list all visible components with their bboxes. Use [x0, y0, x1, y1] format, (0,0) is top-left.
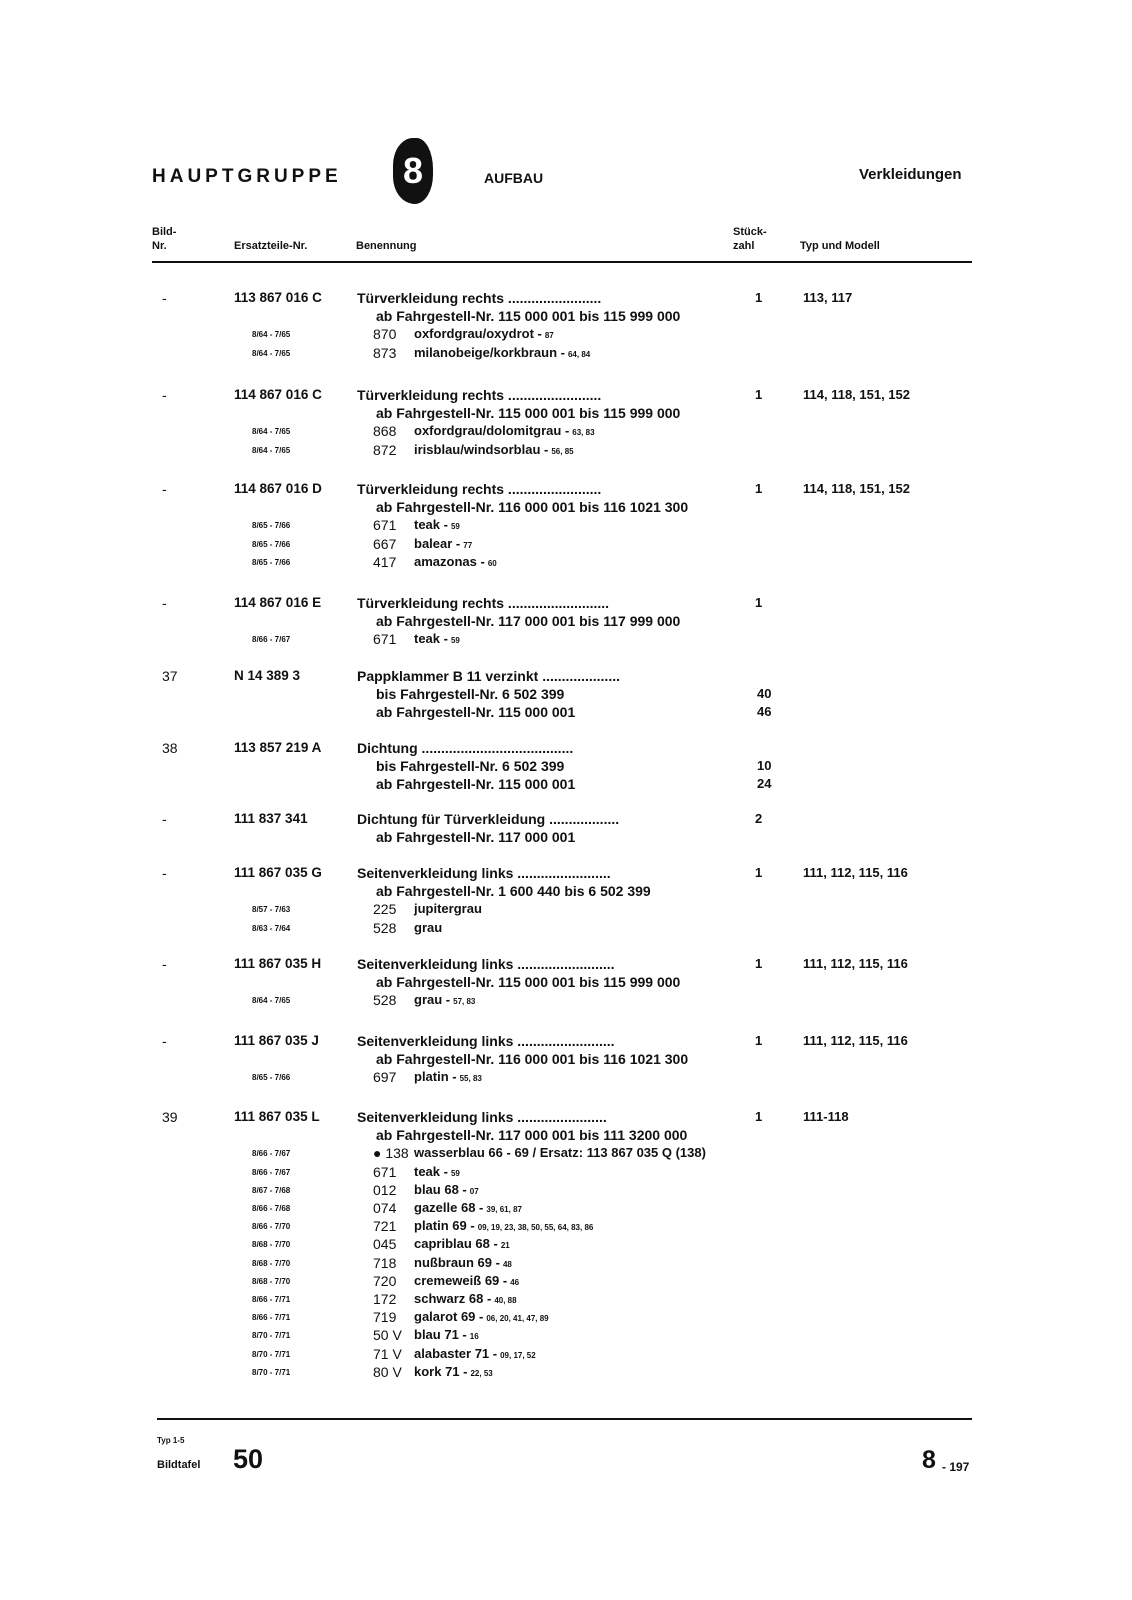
- line-color-code: 667: [373, 535, 397, 552]
- line-color-code: 872: [373, 441, 397, 458]
- line-date-range: 8/66 - 7/67: [252, 1167, 291, 1177]
- line-date-range: 8/67 - 7/68: [252, 1185, 291, 1195]
- line-text: grau -: [414, 992, 451, 1008]
- entry-detail-line: [0, 776, 1132, 794]
- line-description: [414, 631, 460, 646]
- line-color-code: 873: [373, 344, 397, 361]
- line-superscript: 39, 61, 87: [486, 1205, 522, 1214]
- entry-detail-line: [0, 554, 1132, 572]
- line-description: [376, 613, 683, 629]
- line-date-range: 8/70 - 7/71: [252, 1349, 291, 1359]
- line-quantity: 40: [757, 686, 772, 702]
- entry-quantity: 1: [755, 290, 763, 305]
- entry-bild-nr: 37: [162, 668, 178, 684]
- line-color-code: 80 V: [373, 1363, 402, 1380]
- line-text: milanobeige/korkbraun -: [414, 344, 565, 360]
- line-description: [414, 517, 460, 532]
- line-description: [414, 1145, 709, 1160]
- line-description: [376, 1127, 690, 1143]
- entry-detail-line: [0, 1273, 1132, 1291]
- line-superscript: 77: [463, 540, 473, 550]
- line-date-range: 8/64 - 7/65: [252, 445, 291, 455]
- line-description: [376, 686, 567, 702]
- line-quantity: 46: [757, 704, 772, 720]
- line-text: teak -: [414, 517, 448, 533]
- entry-part-number: 113 867 016 C: [234, 290, 322, 305]
- line-superscript: 64, 84: [567, 349, 591, 359]
- parts-entry: [0, 811, 1132, 827]
- line-date-range: 8/70 - 7/71: [252, 1331, 291, 1341]
- line-description: [414, 345, 590, 360]
- line-text: schwarz 68 -: [414, 1291, 492, 1306]
- entry-models: 113, 117: [803, 290, 853, 305]
- entry-models: 114, 118, 151, 152: [803, 481, 910, 496]
- footer-rule: [157, 1418, 972, 1420]
- line-superscript: 46: [510, 1277, 520, 1287]
- line-text: ab Fahrgestell-Nr. 117 000 001 bis 117 999 000: [376, 613, 681, 630]
- line-description: [414, 1236, 510, 1251]
- line-superscript: 21: [500, 1241, 510, 1251]
- line-color-code: 671: [373, 517, 397, 534]
- line-superscript: 59: [450, 522, 460, 532]
- parts-entry: [0, 481, 1132, 497]
- entry-bild-nr: -: [162, 595, 167, 611]
- col-part: Ersatzteile-Nr.: [234, 240, 308, 252]
- line-superscript: 59: [450, 636, 460, 646]
- parts-entry: [0, 595, 1132, 611]
- line-description: [414, 1182, 479, 1197]
- line-date-range: 8/66 - 7/68: [252, 1204, 291, 1213]
- line-text: galarot 69 -: [414, 1309, 484, 1325]
- parts-entry: [0, 865, 1132, 881]
- line-description: [414, 920, 445, 935]
- entry-detail-line: [0, 517, 1132, 535]
- entry-detail-line: [0, 1127, 1132, 1145]
- line-superscript: 09, 17, 52: [500, 1350, 536, 1360]
- line-date-range: 8/57 - 7/63: [252, 905, 291, 915]
- entry-detail-line: [0, 758, 1132, 776]
- line-date-range: 8/64 - 7/65: [252, 330, 291, 340]
- entry-detail-line: [0, 1236, 1132, 1254]
- entry-detail-line: [0, 1051, 1132, 1069]
- entry-name: Seitenverkleidung links ........................: [357, 865, 611, 881]
- entry-detail-line: [0, 423, 1132, 441]
- line-date-range: 8/66 - 7/71: [252, 1295, 291, 1304]
- line-description: [376, 776, 578, 792]
- entry-name: Türverkleidung rechts ........................: [357, 387, 602, 403]
- line-description: [414, 1218, 593, 1233]
- entry-name: Dichtung für Türverkleidung ..................: [357, 811, 620, 827]
- parts-entry: [0, 1033, 1132, 1049]
- entry-bild-nr: 38: [162, 740, 178, 756]
- line-date-range: 8/64 - 7/65: [252, 996, 291, 1006]
- line-superscript: 55, 83: [459, 1074, 482, 1084]
- line-text: ab Fahrgestell-Nr. 117 000 001: [376, 829, 576, 846]
- header-rule: [152, 261, 972, 263]
- line-description: [376, 758, 567, 774]
- line-color-code: 671: [373, 1163, 397, 1180]
- line-color-code: 719: [373, 1309, 397, 1326]
- entry-detail-line: [0, 613, 1132, 631]
- line-text: grau: [414, 919, 443, 935]
- line-color-code: 671: [373, 631, 397, 648]
- entry-quantity: 1: [755, 481, 763, 496]
- line-superscript: 06, 20, 41, 47, 89: [486, 1314, 549, 1324]
- entry-quantity: 1: [755, 387, 763, 402]
- entry-detail-line: [0, 326, 1132, 344]
- entry-part-number: 111 867 035 L: [234, 1109, 320, 1124]
- line-color-code: 417: [373, 553, 397, 570]
- line-color-code: 074: [373, 1200, 397, 1216]
- line-superscript: 07: [469, 1186, 479, 1196]
- entry-detail-line: [0, 1145, 1132, 1163]
- line-text: kork 71 -: [414, 1363, 468, 1379]
- col-bild: Bild- Nr.: [152, 226, 177, 252]
- line-color-code: 868: [373, 423, 397, 440]
- line-text: irisblau/windsorblau -: [414, 441, 549, 457]
- entry-detail-line: [0, 883, 1132, 901]
- line-description: [414, 326, 554, 341]
- line-text: ab Fahrgestell-Nr. 115 000 001: [376, 704, 576, 721]
- line-date-range: 8/68 - 7/70: [252, 1258, 291, 1268]
- entry-bild-nr: -: [162, 1033, 167, 1049]
- line-color-code: 225: [373, 901, 397, 918]
- entry-detail-line: [0, 405, 1132, 423]
- parts-entry: [0, 668, 1132, 684]
- entry-name: Türverkleidung rechts ........................: [357, 290, 602, 306]
- line-superscript: 63, 83: [572, 428, 595, 438]
- footer-typ: Typ 1-5: [157, 1436, 185, 1445]
- line-superscript: 87: [544, 331, 554, 341]
- line-description: [414, 554, 497, 569]
- entry-detail-line: [0, 829, 1132, 847]
- entry-detail-line: [0, 1182, 1132, 1200]
- line-description: [414, 1255, 512, 1270]
- entry-detail-line: [0, 704, 1132, 722]
- line-text: jupitergrau: [414, 901, 482, 917]
- entry-detail-line: [0, 920, 1132, 938]
- line-text: ab Fahrgestell-Nr. 115 000 001 bis 115 999 000: [376, 308, 681, 325]
- line-text: ab Fahrgestell-Nr. 115 000 001 bis 115 999 000: [376, 974, 681, 991]
- line-text: ab Fahrgestell-Nr. 1 600 440 bis 6 502 399: [376, 883, 651, 900]
- entry-bild-nr: -: [162, 811, 167, 827]
- line-date-range: 8/66 - 7/70: [252, 1222, 291, 1232]
- line-text: bis Fahrgestell-Nr. 6 502 399: [376, 758, 565, 775]
- entry-detail-line: [0, 1291, 1132, 1309]
- col-name: Benennung: [356, 240, 417, 252]
- line-description: [414, 442, 574, 457]
- line-quantity: 24: [757, 776, 772, 792]
- line-color-code: 697: [373, 1069, 397, 1086]
- entry-name: Seitenverkleidung links .........................: [357, 956, 615, 972]
- line-superscript: 60: [487, 558, 497, 568]
- line-text: ab Fahrgestell-Nr. 116 000 001 bis 116 1021 300: [376, 499, 689, 516]
- line-description: [414, 1309, 549, 1324]
- line-text: balear -: [414, 535, 461, 551]
- line-text: bis Fahrgestell-Nr. 6 502 399: [376, 686, 565, 703]
- entry-bild-nr: -: [162, 387, 167, 403]
- line-description: [414, 1200, 522, 1215]
- line-color-code: 718: [373, 1254, 397, 1271]
- line-text: wasserblau 66 - 69 / Ersatz: 113 867 035 Q (138): [414, 1145, 706, 1161]
- line-description: [414, 1069, 482, 1084]
- entry-part-number: 113 857 219 A: [234, 740, 322, 755]
- entry-bild-nr: -: [162, 865, 167, 881]
- parts-entry: [0, 387, 1132, 403]
- line-text: platin -: [414, 1069, 457, 1085]
- line-text: blau 68 -: [414, 1181, 467, 1197]
- line-date-range: 8/64 - 7/65: [252, 348, 291, 358]
- line-text: cremeweiß 69 -: [414, 1272, 508, 1288]
- entry-quantity: 1: [755, 865, 763, 880]
- line-date-range: 8/66 - 7/67: [252, 635, 291, 645]
- entry-quantity: 1: [755, 595, 763, 610]
- hauptgruppe-label: HAUPTGRUPPE: [152, 166, 342, 187]
- entry-detail-line: [0, 1164, 1132, 1182]
- entry-detail-line: [0, 901, 1132, 919]
- line-text: nußbraun 69 -: [414, 1254, 500, 1270]
- entry-detail-line: [0, 992, 1132, 1010]
- parts-entry: [0, 740, 1132, 756]
- line-description: [414, 1346, 536, 1361]
- entry-quantity: 1: [755, 1109, 763, 1124]
- entry-detail-line: [0, 1309, 1132, 1327]
- entry-part-number: N 14 389 3: [234, 668, 301, 683]
- line-date-range: 8/68 - 7/70: [252, 1276, 291, 1286]
- line-color-code: 50 V: [373, 1327, 402, 1344]
- entry-detail-line: [0, 345, 1132, 363]
- line-text: gazelle 68 -: [414, 1200, 484, 1215]
- line-text: ab Fahrgestell-Nr. 115 000 001 bis 115 999 000: [376, 405, 681, 422]
- entry-part-number: 111 837 341: [234, 811, 308, 826]
- entry-detail-line: [0, 1200, 1132, 1218]
- line-superscript: 56, 85: [551, 446, 574, 456]
- entry-models: 111, 112, 115, 116: [803, 956, 908, 971]
- line-superscript: 16: [469, 1332, 479, 1342]
- line-date-range: 8/66 - 7/67: [252, 1149, 291, 1159]
- entry-detail-line: [0, 308, 1132, 326]
- entry-bild-nr: -: [162, 481, 167, 497]
- footer-bildtafel-number: 50: [233, 1444, 264, 1474]
- entry-detail-line: [0, 686, 1132, 704]
- line-description: [414, 536, 472, 551]
- line-text: ab Fahrgestell-Nr. 117 000 001 bis 111 3200 000: [376, 1127, 688, 1144]
- line-text: teak -: [414, 631, 448, 647]
- entry-detail-line: [0, 499, 1132, 517]
- entry-part-number: 111 867 035 G: [234, 865, 322, 880]
- line-description: [376, 405, 683, 421]
- entry-part-number: 114 867 016 E: [234, 595, 322, 610]
- entry-bild-nr: -: [162, 290, 167, 306]
- line-text: ab Fahrgestell-Nr. 116 000 001 bis 116 1021 300: [376, 1051, 689, 1068]
- line-quantity: 10: [757, 758, 772, 774]
- entry-part-number: 111 867 035 H: [234, 956, 322, 971]
- entry-detail-line: [0, 631, 1132, 649]
- line-description: [376, 704, 578, 720]
- section-title: AUFBAU: [484, 170, 544, 186]
- line-description: [414, 1291, 517, 1306]
- entry-part-number: 114 867 016 C: [234, 387, 322, 402]
- entry-detail-line: [0, 1364, 1132, 1382]
- line-text: capriblau 68 -: [414, 1236, 498, 1252]
- entry-quantity: 1: [755, 956, 763, 971]
- line-description: [376, 829, 578, 845]
- entry-part-number: 111 867 035 J: [234, 1033, 319, 1048]
- parts-entry: [0, 956, 1132, 972]
- line-text: blau 71 -: [414, 1327, 467, 1343]
- entry-models: 111-118: [803, 1109, 849, 1124]
- line-description: [376, 1051, 691, 1067]
- col-models: Typ und Modell: [800, 240, 880, 252]
- line-superscript: 59: [450, 1168, 460, 1178]
- entry-name: Türverkleidung rechts ..........................: [357, 595, 610, 611]
- line-description: [414, 1164, 460, 1179]
- line-superscript: 22, 53: [470, 1368, 493, 1378]
- line-description: [376, 499, 691, 515]
- line-superscript: 48: [502, 1259, 512, 1269]
- line-text: teak -: [414, 1163, 448, 1179]
- line-description: [414, 901, 485, 916]
- entry-models: 114, 118, 151, 152: [803, 387, 910, 402]
- entry-detail-line: [0, 1346, 1132, 1364]
- line-color-code: 528: [373, 919, 397, 936]
- line-date-range: 8/65 - 7/66: [252, 557, 291, 567]
- line-color-code: ● 138: [373, 1145, 409, 1162]
- group-number-badge: 8: [393, 138, 433, 204]
- line-description: [414, 1273, 519, 1288]
- line-color-code: 172: [373, 1291, 397, 1307]
- entry-name: Seitenverkleidung links .........................: [357, 1033, 615, 1049]
- entry-quantity: 1: [755, 1033, 763, 1048]
- line-text: oxfordgrau/oxydrot -: [414, 326, 542, 342]
- line-date-range: 8/65 - 7/66: [252, 539, 291, 549]
- subsection-title: Verkleidungen: [859, 166, 962, 183]
- line-text: amazonas -: [414, 553, 485, 569]
- page-number-suffix: - 197: [942, 1460, 970, 1474]
- line-color-code: 045: [373, 1236, 397, 1253]
- line-date-range: 8/65 - 7/66: [252, 1073, 291, 1083]
- line-description: [414, 1364, 493, 1379]
- line-date-range: 8/63 - 7/64: [252, 923, 291, 933]
- line-date-range: 8/68 - 7/70: [252, 1240, 291, 1250]
- entry-name: Türverkleidung rechts ........................: [357, 481, 602, 497]
- line-description: [414, 423, 595, 438]
- line-color-code: 528: [373, 992, 397, 1009]
- entry-name: Dichtung .......................................: [357, 740, 574, 756]
- entry-detail-line: [0, 974, 1132, 992]
- line-description: [376, 883, 654, 899]
- parts-entry: [0, 1109, 1132, 1125]
- line-description: [376, 308, 683, 324]
- line-date-range: 8/66 - 7/71: [252, 1313, 291, 1323]
- entry-detail-line: [0, 1069, 1132, 1087]
- line-color-code: 721: [373, 1218, 397, 1235]
- line-color-code: 012: [373, 1181, 397, 1198]
- entry-detail-line: [0, 1255, 1132, 1273]
- entry-detail-line: [0, 1327, 1132, 1345]
- line-color-code: 870: [373, 326, 397, 343]
- line-superscript: 40, 88: [494, 1296, 517, 1305]
- entry-name: Pappklammer B 11 verzinkt ....................: [357, 668, 620, 684]
- entry-bild-nr: 39: [162, 1109, 178, 1125]
- line-date-range: 8/70 - 7/71: [252, 1367, 291, 1377]
- footer-bildtafel-label: Bildtafel: [157, 1459, 201, 1471]
- page-number-main: 8: [922, 1446, 936, 1474]
- entry-name: Seitenverkleidung links .......................: [357, 1109, 607, 1125]
- parts-entry: [0, 290, 1132, 306]
- entry-detail-line: [0, 1218, 1132, 1236]
- line-date-range: 8/65 - 7/66: [252, 521, 291, 531]
- entry-models: 111, 112, 115, 116: [803, 1033, 908, 1048]
- line-description: [376, 974, 683, 990]
- entry-detail-line: [0, 536, 1132, 554]
- line-text: oxfordgrau/dolomitgrau -: [414, 423, 570, 439]
- line-text: platin 69 -: [414, 1218, 475, 1234]
- line-color-code: 720: [373, 1272, 397, 1289]
- line-superscript: 09, 19, 23, 38, 50, 55, 64, 83, 86: [477, 1223, 594, 1233]
- line-text: ab Fahrgestell-Nr. 115 000 001: [376, 776, 576, 793]
- line-color-code: 71 V: [373, 1345, 402, 1362]
- entry-quantity: 2: [755, 811, 763, 826]
- col-qty: Stück- zahl: [733, 226, 767, 252]
- line-description: [414, 1327, 479, 1342]
- entry-part-number: 114 867 016 D: [234, 481, 322, 496]
- line-text: alabaster 71 -: [414, 1345, 498, 1361]
- entry-bild-nr: -: [162, 956, 167, 972]
- line-description: [414, 992, 475, 1007]
- entry-models: 111, 112, 115, 116: [803, 865, 908, 880]
- line-date-range: 8/64 - 7/65: [252, 427, 291, 437]
- line-superscript: 57, 83: [453, 997, 476, 1007]
- entry-detail-line: [0, 442, 1132, 460]
